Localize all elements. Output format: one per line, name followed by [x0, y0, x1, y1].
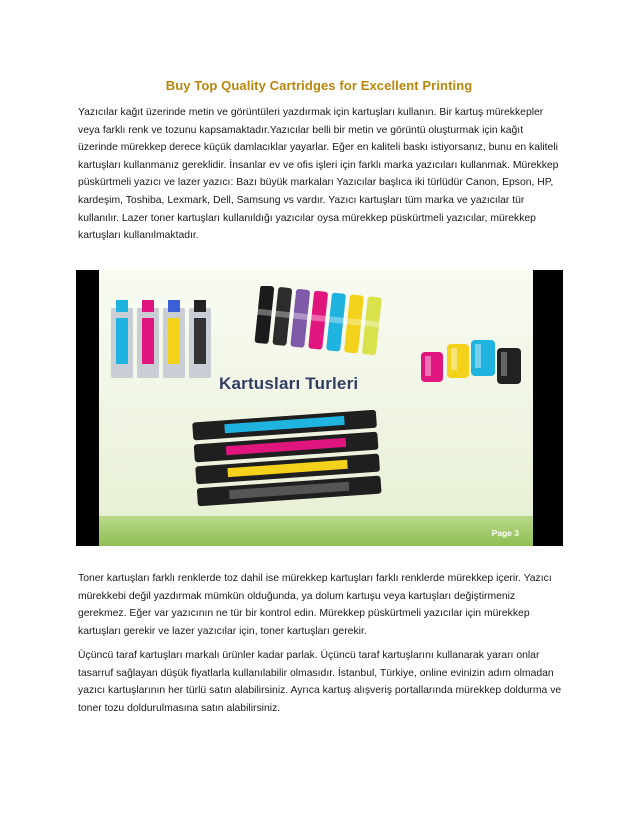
paragraph-toner: Toner kartuşları farklı renklerde toz dahil ise mürekkep kartuşları farklı renklerde mürekkep içerir. Yazıcı mürekkebi değil yazdırmak mümkün olduğunda, ya dolum kartuşu veya kartuşları değiştirmeniz gerekmez. Eğer var yazıcının ne tür bir kontrol edin. Mürekkep püskürtmeli yazıcılar için mürekkep kartuşları gerekir ve lazer yazıcılar için, toner kartuşları gerekir. [78, 573, 552, 637]
tube-cartridge-set-icon [251, 286, 401, 358]
paragraph-third-party: Üçüncü taraf kartuşları markalı ürünler kadar parlak. Üçüncü taraf kartuşlarını kullanarak yararı onlar tasarruf sağlayan düşük fiyatlarla kullanılabilir olmasıdır. İstanbul, Türkiye, online evinizin adım olmadan yazıcı kartuşlarının her türlü satın alabilirsiniz. Ayrıca kartuş alışveriş portallarında mürekkep doldurma ve toner tozu doldurulmasına satın alabilirsiniz. [78, 650, 562, 714]
slide-page-number: Page 3 [491, 528, 519, 538]
slide-heading: Kartusları Turleri [219, 374, 359, 393]
cartridge-slide-image [76, 270, 563, 546]
slide-canvas [99, 270, 533, 546]
toner-cartridge-set-icon [187, 410, 387, 510]
ink-cartridge-stack-icon [107, 292, 217, 388]
page-title: Buy Top Quality Cartridges for Excellent Printing [165, 78, 473, 93]
paragraph-intro: Yazıcılar kağıt üzerinde metin ve görüntüleri yazdırmak için kartuşları kullanın. Bir kartuş mürekkepler veya farklı renk ve tozunu kapsamaktadır.Yazıcılar belli bir metin ve görüntü oluşturmak için kağıt üzerinde mürekkep derece küçük damlacıklar yayarlar. Eğer en kaliteli baskı istiyorsanız, bunu en kaliteli kartuşları kullanmanız gereklidir. İnsanlar ev ve ofis işleri için farklı marka yazıcıları kullanmak. Mürekkep püskürtmeli yazıcı ve lazer yazıcı: Bazı büyük markaları Yazıcılar başlıca iki türlüdür Canon, Epson, HP, kardeşim, Toshiba, Lexmark, Dell, Samsung vs vardır. Yazıcı kartuşları tüm marka ve yazıcılar tür kullanılır. Lazer toner kartuşları kullanıldığı yazıcılar oysa mürekkep püskürtmeli yazıcılar, mürekkep kartuşları kullanılmaktadır. [78, 107, 559, 242]
slide-footer-bar [99, 516, 533, 546]
small-ink-cartridges-icon [417, 330, 527, 400]
